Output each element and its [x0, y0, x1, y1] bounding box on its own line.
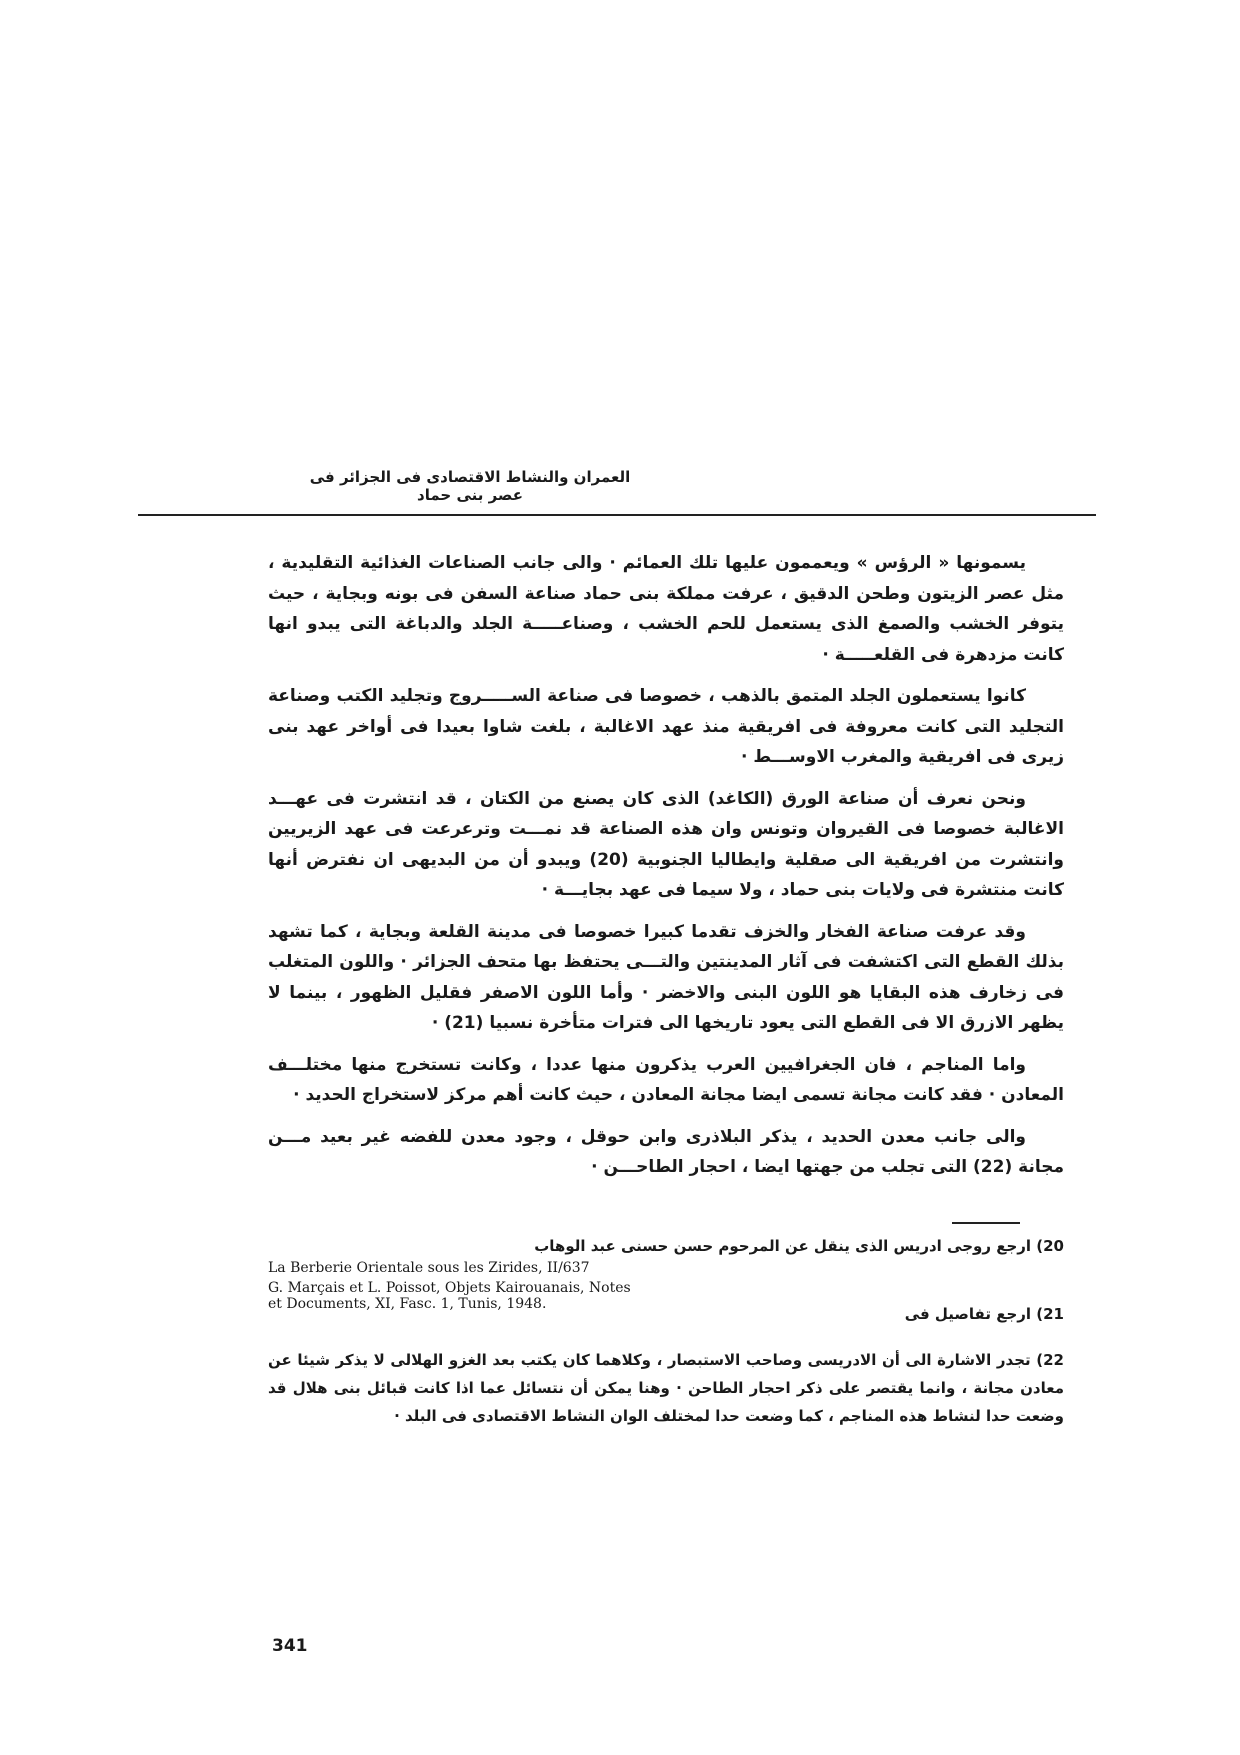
footnote-20-text: 20) ارجع روجى ادريس الذى ينقل عن المرحوم حسن حسنى عبد الوهاب: [534, 1237, 1064, 1255]
footnote-22-text: 22) تجدر الاشارة الى أن الادريسى وصاحب الاستبصار ، وكلاهما كان يكتب بعد الغزو الهلالى لا يذكر شيئا عن معادن مجانة ، وانما يقتصر على ذكر احجار الطاحن · وهنا يمكن أن نتسائل عما اذا كانت قبائل بنى هلال قد وضعت حدا لنشاط هذه المناجم ، كما وضعت حدا لمختلف الوان النشاط الاقتصادى فى البلد ·: [268, 1351, 1064, 1425]
footnote-21-text: 21) ارجع تفاصيل فى: [904, 1305, 1064, 1323]
paragraph: وقد عرفت صناعة الفخار والخزف تقدما كبيرا خصوصا فى مدينة القلعة وبجاية ، كما تشهد بذلك القطع التى اكتشفت فى آثار المدينتين والتـــى يحتفظ بها متحف الجزائر · واللون المتغلب فى زخارف هذه البقايا هو اللون البنى والاخضر · وأما اللون الاصفر فقليل الظهور ، بينما لا يظهر الازرق الا فى القطع التى يعود تاريخها الى فترات متأخرة نسبيا (21) ·: [268, 921, 1064, 1033]
paragraph: واما المناجم ، فان الجغرافيين العرب يذكرون منها عددا ، وكانت تستخرج منها مختلـــف المعادن · فقد كانت مجانة تسمى ايضا مجانة المعادن ، حيث كانت أهم مركز لاستخراج الحديد ·: [268, 1054, 1064, 1105]
page-number: 341: [272, 1636, 308, 1656]
footnote-21-reference-line: et Documents, XI, Fasc. 1, Tunis, 1948.: [268, 1296, 547, 1312]
running-title: العمران والنشاط الاقتصادى فى الجزائر فى عصر بنى حماد: [309, 468, 631, 504]
paragraph: ونحن نعرف أن صناعة الورق (الكاغد) الذى كان يصنع من الكتان ، قد انتشرت فى عهـــد الاغالبة خصوصا فى القيروان وتونس وان هذه الصناعة قد نمـــت وترعرعت فى عهد الزيريين وانتشرت من افريقية الى صقلية وايطاليا الجنوبية (20) ويبدو أن من البديهى ان نفترض أنها كانت منتشرة فى ولايات بنى حماد ، ولا سيما فى عهد بجايـــة ·: [268, 788, 1064, 900]
footnote-21-reference-line: G. Marçais et L. Poissot, Objets Kairouanais, Notes: [268, 1280, 631, 1296]
footnote-21: [268, 1280, 1064, 1338]
paragraph: يسمونها « الرؤس » ويعممون عليها تلك العمائم · والى جانب الصناعات الغذائية التقليدية ، مثل عصر الزيتون وطحن الدقيق ، عرفت مملكة بنى حماد صناعة السفن فى بونه وبجاية ، حيث يتوفر الخشب والصمغ الذى يستعمل للحم الخشب ، وصناعـــــة الجلد والدباغة التى يبدو انها كانت مزدهرة فى القلعـــــة ·: [268, 553, 1064, 665]
main-text: [268, 548, 1064, 1194]
footnotes: [268, 1232, 1064, 1430]
paragraph: والى جانب معدن الحديد ، يذكر البلاذرى وابن حوقل ، وجود معدن للفضه غير بعيد مـــن مجانة (22) التى تجلب من جهتها ايضا ، احجار الطاحـــن ·: [268, 1126, 1064, 1177]
footnote-20-reference: La Berberie Orientale sous les Zirides, II/637: [268, 1260, 590, 1276]
footnote-21-reference: [268, 1280, 708, 1312]
paragraph: كانوا يستعملون الجلد المتمق بالذهب ، خصوصا فى صناعة الســـــروج وتجليد الكتب وصناعة التجليد التى كانت معروفة فى افريقية منذ عهد الاغالبة ، بلغت شاوا بعيدا فى أواخر عهد بنى زيرى فى افريقية والمغرب الاوســـط ·: [268, 686, 1064, 767]
header-rule: [138, 514, 1096, 516]
footnote-rule: [952, 1222, 1020, 1224]
